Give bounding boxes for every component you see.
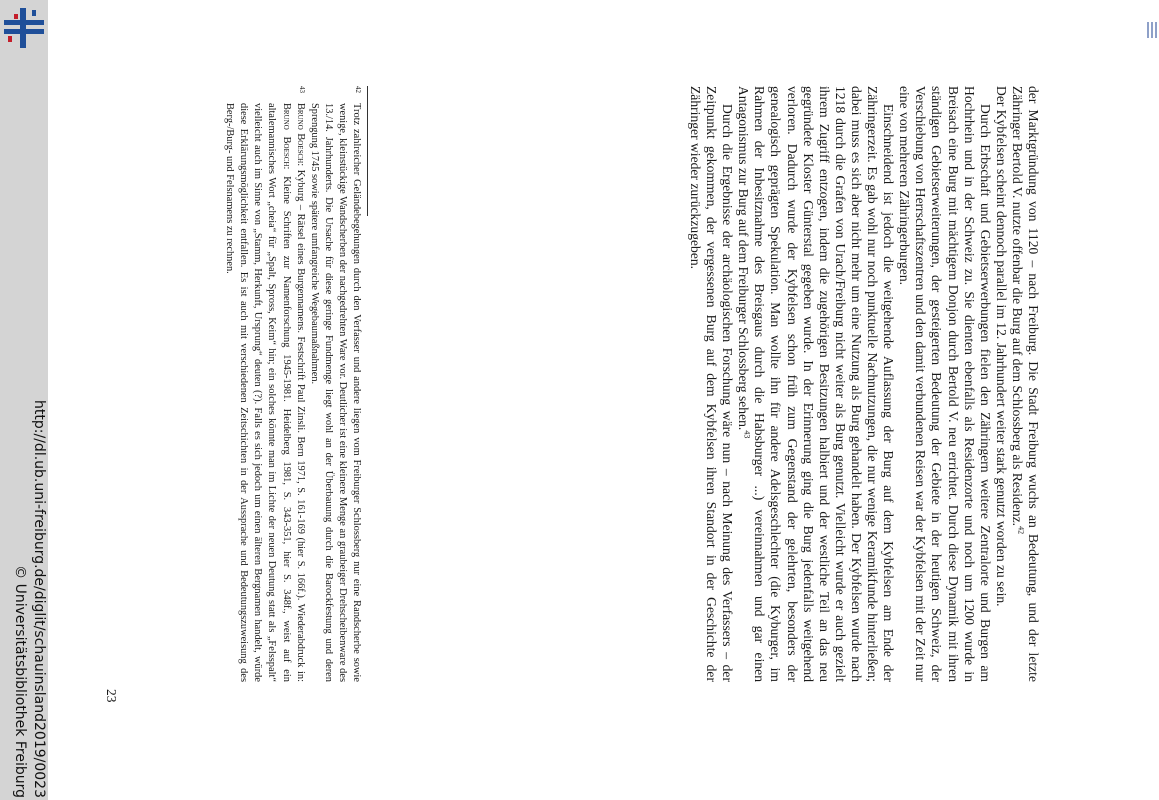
author-name: Bruno Boesch	[280, 103, 292, 167]
copyright-notice: © Universitätsbibliothek Freiburg	[12, 565, 28, 798]
paragraph: Durch die Ergebnisse der archäologischen Forschung wäre nun – nach Meinung des Verfassers – der Zeitpunkt gekommen, der vergessenen Burg auf dem Kybfelsen ihren Standort in der Geschichte der Zähringer wieder zurückzugeben.	[688, 86, 736, 682]
paragraph: Der Kybfelsen scheint dennoch parallel im 12. Jahrhundert weiter stark genutzt worden zu sein.	[993, 86, 1009, 607]
footnote	[222, 86, 307, 682]
footnote-text: Trotz zahlreicher Geländebegehungen durch den Verfasser und andere liegen vom Freiburger Schlossberg nur eine Randscherbe sowie wenige, kleinstückige Wandscherben der nachgedrehten Ware vor. Deutlicher ist eine kleinere Menge an graubeiger Drehscheibenware des 13./14. Jahrhunderts. Die Ursache für diese geringe Fundmenge liegt wohl an der Überbauung durch die Barockfestung und deren Sprengung 1745 sowie spätere umfangreiche Wegebaumaßnahmen.	[308, 103, 362, 682]
source-info	[0, 0, 48, 800]
footnote-divider	[367, 86, 368, 216]
source-url[interactable]: http://dl.ub.uni-freiburg.de/diglit/schauinsland2019/0023	[31, 400, 47, 798]
author-name: Bruno Boesch	[294, 103, 306, 164]
paragraph: Einschneidend ist jedoch die weitgehende Auflassung der Burg auf dem Kybfelsen am Ende der Zähringerzeit. Es gab wohl nur noch punktuelle Nachnutzungen, die nur wenige Keramikfunde hinterließen; dabei muss es sich aber nicht mehr um eine Nutzung als Burg gehandelt haben. Der Kybfelsen wurde nach 1218 durch die Grafen von Urach/Freiburg nicht weiter als Burg genutzt. Vielleicht wurde er auch gezielt ihrem Zugriff entzogen, indem die zugehörigen Besitzungen halbiert und der westliche Teil an das neu gegründete Kloster Günterstal gegeben wurde. In der Erinnerung ging die Burg jedenfalls weitgehend verloren. Dadurch wurde der Kybfelsen schon früh zum Gegenstand der gelehrten, besonders der genealogisch geprägten Spekulation. Man wollte ihn für andere Adelsgeschlechter (die Kyburger, im Rahmen der Inbesitznahme des Breisgaus durch die Habsburger ...) vereinnahmen und gar einen Antagonismus zur Burg auf dem Freiburger Schlossberg sehen.$^{43}$	[736, 86, 897, 682]
footnote-number: 42	[354, 86, 362, 93]
footnote-ref[interactable]: 43	[742, 430, 752, 439]
footnotes	[222, 86, 363, 682]
scanned-page	[50, 0, 1159, 800]
paragraph: der Marktgründung von 1120 – nach Freiburg. Die Stadt Freiburg wuchs an Bedeutung, und der letzte Zähringer Bertold V. nutzte offenbar die Burg auf dem Schlossberg als Residenz.$^{42}$	[1009, 86, 1041, 682]
page-number: 23	[104, 689, 119, 703]
paragraph: Durch Erbschaft und Gebietserwerbungen fielen den Zähringern weitere Zentralorte und Burgen am Hochrhein und in der Schweiz zu. Sie dienten ebenfalls als Residenzorte und noch um 1200 wurde in Breisach eine Burg mit mächtigem Donjon durch Bertold V. neu errichtet. Durch diese Dynamik mit ihren ständigen Gebietserweiterungen, der gesteigerten Bedeutung der Gebiete in der heutigen Schweiz, der Verschiebung von Herrschaftszentren und den damit verbundenen Reisen war der Kybfelsen mit der Zeit nur eine von mehreren Zähringerburgen.	[897, 86, 993, 682]
footnote-text: Bruno Boesch: Kyburg – Rätsel eines Burgennamens. Festschrift Paul Zinsli. Bern 1971, S. 161-169 (hier S. 166f.). Wiederabdruck in: Bruno Boesch: Kleine Schriften zur Namenforschung 1945-1981. Heidelberg 1981, S. 343-351, hier S. 348f., weist auf ein altalemannisches Wort „cheia“ für „Spalt, Spross, Keim“ hin; ein solches könnte man im Lichte der neuen Deutung statt als „Felsspalt“ vielleicht auch im Sinne von „Stamm, Herkunft, Ursprung“ deuten (?). Falls es sich jedoch um einen älteren Bergnamen handelt, würde diese Erklärungsmöglichkeit entfallen. Es ist auch mit verschiedenen Zeitschichten in der Aussprache und Bedeutungszuweisung des Berg-/Burg- und Felsnamens zu rechnen.	[224, 103, 306, 682]
body-text	[687, 86, 1041, 682]
footnote	[307, 86, 363, 682]
viewer-sidebar	[0, 0, 48, 800]
footnote-ref[interactable]: 42	[1016, 526, 1026, 535]
footnote-number: 43	[297, 86, 306, 93]
